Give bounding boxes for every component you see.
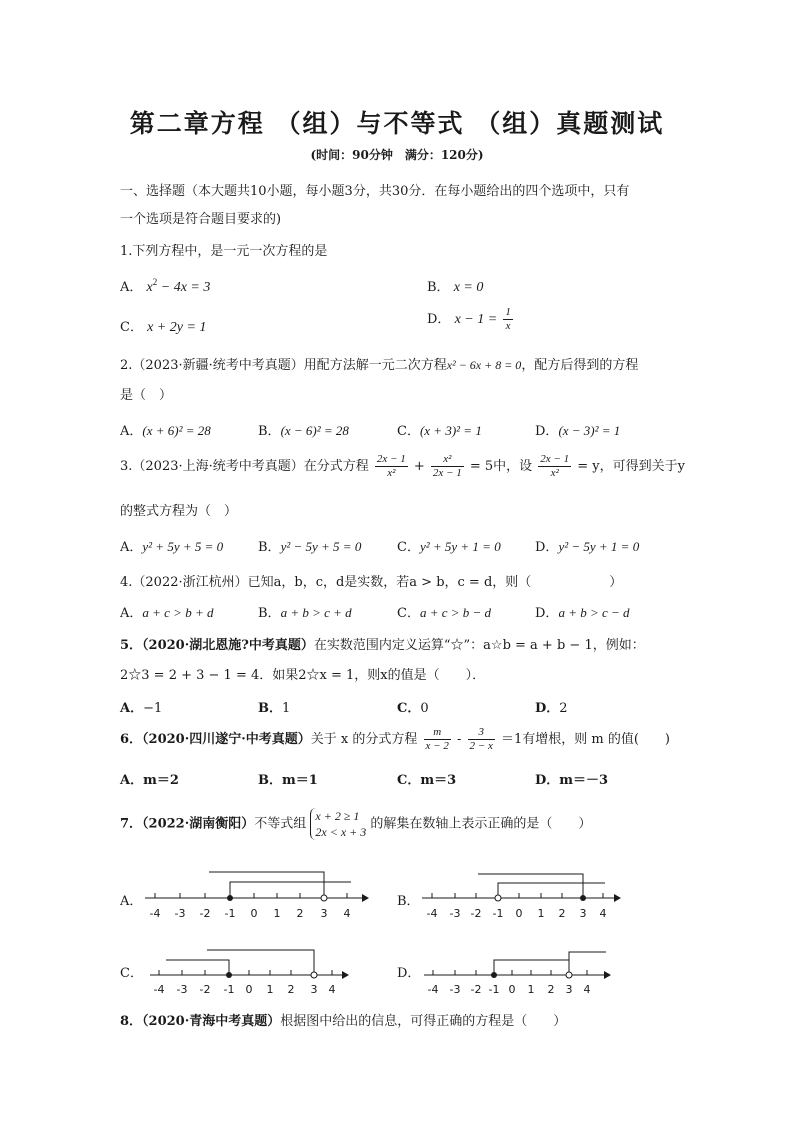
tick-label: 4 (328, 983, 336, 996)
q7-option-c-label: C． (120, 966, 143, 981)
tick-label: 3 (565, 983, 573, 996)
tick-label: -3 (449, 983, 461, 996)
tick-label: 4 (583, 983, 591, 996)
open-dot (311, 972, 317, 978)
tick-label: 0 (508, 983, 516, 996)
q1-option-a: A． $x^2 - 4x = 3$ (120, 277, 211, 295)
q5-option-d: D．2 (535, 701, 568, 716)
q4-option-d: D．a + b > c − d (535, 605, 630, 621)
open-dot (566, 972, 572, 978)
q6-option-c: C．m＝3 (397, 773, 457, 788)
q1-option-b: B． x = 0 (427, 280, 484, 295)
q3-option-b: B．y² − 5y + 5 = 0 (258, 539, 362, 555)
question-6-stem: 6．（2020·四川遂宁·中考真题）关于 x 的分式方程 $\frac{m}{x - 2}$ - $\frac{3}{2 - x}$ ＝1有增根，则 m 的值( ) (120, 726, 670, 752)
q4-option-a: A．a + c > b + d (120, 605, 214, 621)
q4-option-b: B．a + b > c + d (258, 605, 352, 621)
open-dot (321, 895, 327, 901)
number-line-b (422, 874, 621, 920)
q7-option-d-label: D． (397, 966, 421, 981)
inequality-system: x + 2 ≥ 1 2x < x + 3 (310, 808, 366, 840)
section-heading-line1: 一、选择题（本大题共10小题，每小题3分，共30分．在每小题给出的四个选项中，只有 (120, 184, 630, 199)
q2-option-d: D．(x − 3)² = 1 (535, 423, 621, 439)
q7-option-b-label: B． (397, 894, 420, 909)
open-dot (495, 895, 501, 901)
q5-option-a: A．−1 (120, 701, 163, 716)
tick-label: -3 (176, 983, 188, 996)
tick-label: 0 (250, 907, 258, 920)
tick-label: -4 (426, 907, 438, 920)
tick-label: 3 (320, 907, 328, 920)
q6-option-b: B．m＝1 (258, 773, 318, 788)
tick-label: 1 (266, 983, 274, 996)
tick-label: -3 (449, 907, 461, 920)
tick-label: 1 (537, 907, 545, 920)
tick-label: -4 (427, 983, 439, 996)
exam-info: (时间：90分钟 满分：120分) (310, 148, 484, 162)
closed-dot (226, 972, 232, 978)
tick-label: 1 (273, 907, 281, 920)
q4-option-c: C．a + c > b − d (397, 605, 492, 621)
q6-option-a: A．m＝2 (120, 773, 179, 788)
q7-option-a-label: A． (120, 894, 143, 909)
tick-label: 0 (515, 907, 523, 920)
question-5-stem-cont: 2☆3 = 2 + 3 − 1 = 4．如果2☆x = 1，则x的值是（ ）． (120, 668, 486, 683)
number-line-d (424, 952, 611, 996)
question-5-stem: 5．（2020·湖北恩施?中考真题）在实数范围内定义运算“☆”：a☆b = a + b − 1，例如： (120, 638, 645, 653)
question-3-stem-cont: 的整式方程为（ ） (120, 504, 238, 519)
question-1-stem: 1.下列方程中，是一元一次方程的是 (120, 244, 328, 259)
tick-label: -4 (153, 983, 165, 996)
tick-label: -2 (470, 907, 482, 920)
question-7-stem: 7．（2022·湖南衡阳）不等式组 x + 2 ≥ 1 2x < x + 3 的解集在数轴上表示正确的是（ ） (120, 809, 592, 839)
question-4-stem: 4.（2022·浙江杭州）已知a，b，c，d是实数，若a > b，c = d，则（ ） (120, 575, 623, 590)
q5-option-c: C．0 (397, 701, 429, 716)
tick-label: 3 (579, 907, 587, 920)
question-3-stem: 3.（2023·上海·统考中考真题）在分式方程 $\frac{2x - 1}{\text{x²}}$ + $\frac{\text{x²}}{2x - 1}$ = 5中，设 $\frac{2x - 1}{\text{x²}}$ = y，可得到关于y (120, 453, 685, 479)
q3-option-d: D．y² − 5y + 1 = 0 (535, 539, 640, 555)
q2-option-b: B．(x − 6)² = 28 (258, 423, 349, 439)
tick-label: -1 (224, 907, 236, 920)
tick-label: -1 (223, 983, 235, 996)
q5-option-b: B．1 (258, 701, 291, 716)
tick-label: 0 (245, 983, 253, 996)
q2-option-c: C．(x + 3)² = 1 (397, 423, 482, 439)
tick-label: -1 (492, 907, 504, 920)
tick-label: -3 (174, 907, 186, 920)
tick-label: 2 (547, 983, 555, 996)
page-title: 第二章方程 （组）与不等式 （组）真题测试 (129, 109, 665, 138)
closed-dot (227, 895, 233, 901)
q1-option-c: C． x + 2y = 1 (120, 320, 207, 335)
question-2-stem: 2.（2023·新疆·统考中考真题）用配方法解一元二次方程x² − 6x + 8 = 0，配方后得到的方程 (120, 358, 639, 373)
tick-label: 4 (343, 907, 351, 920)
tick-label: -2 (199, 983, 211, 996)
q3-option-a: A．y² + 5y + 5 = 0 (120, 539, 224, 555)
number-line-c (150, 950, 349, 996)
q3-option-c: C．y² + 5y + 1 = 0 (397, 539, 501, 555)
section-heading-line2: 一个选项是符合题目要求的) (120, 212, 282, 227)
tick-label: 2 (296, 907, 304, 920)
tick-label: 2 (287, 983, 295, 996)
tick-label: -2 (199, 907, 211, 920)
q6-option-d: D．m＝－3 (535, 773, 609, 788)
question-8-stem: 8．（2020·青海中考真题）根据图中给出的信息，可得正确的方程是（ ） (120, 1014, 567, 1029)
closed-dot (580, 895, 586, 901)
number-line-a (145, 872, 369, 920)
q2-option-a: A．(x + 6)² = 28 (120, 423, 211, 439)
tick-label: -2 (470, 983, 482, 996)
question-2-stem-cont: 是（ ） (120, 388, 173, 403)
tick-label: 1 (527, 983, 535, 996)
closed-dot (491, 972, 497, 978)
tick-label: 2 (558, 907, 566, 920)
tick-label: -1 (488, 983, 500, 996)
tick-label: 4 (599, 907, 607, 920)
tick-label: 3 (310, 983, 318, 996)
tick-label: -4 (149, 907, 161, 920)
q1-option-d: D． x − 1 = $\frac{1}{x}$ (427, 306, 511, 332)
